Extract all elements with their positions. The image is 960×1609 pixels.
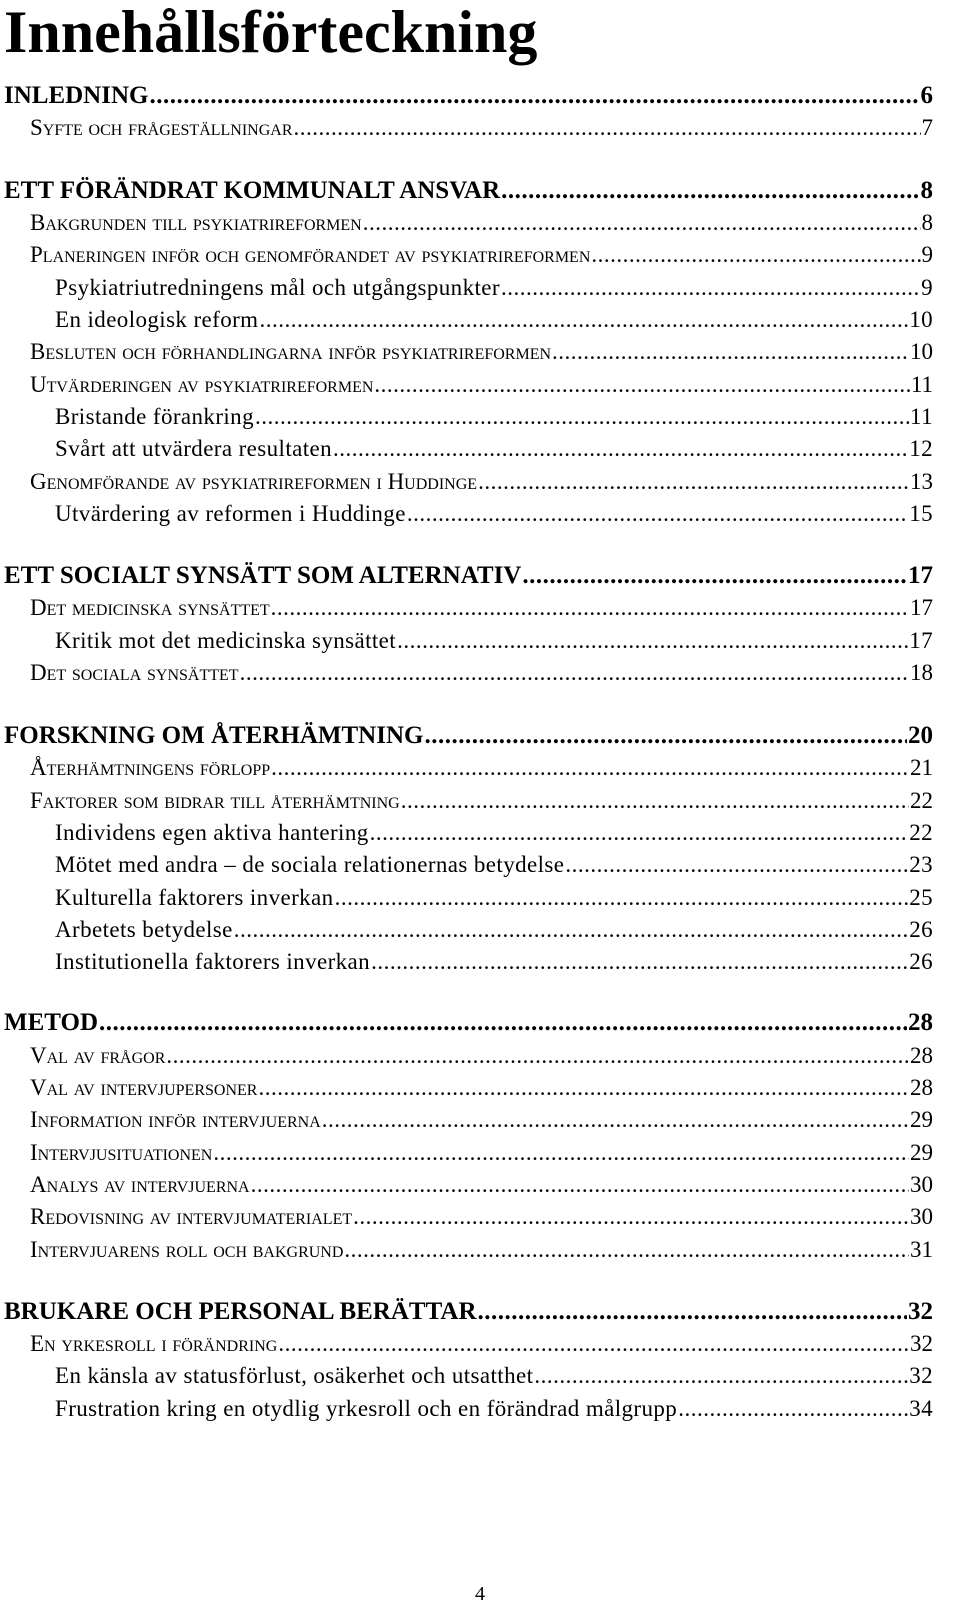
toc-entry-label: Det sociala synsättet <box>30 660 239 685</box>
toc-entry-label: Utvärderingen av psykiatrireformen <box>30 372 374 397</box>
toc-entry-section[interactable] <box>30 1228 933 1268</box>
dot-leader <box>240 659 909 687</box>
page-number: 4 <box>475 1583 485 1605</box>
toc-entry-page: 23 <box>909 852 933 877</box>
toc-entry-label: Bristande förankring <box>55 404 254 429</box>
dot-leader <box>552 338 909 366</box>
dot-leader <box>534 1362 908 1390</box>
toc-entry-page: 26 <box>909 949 933 974</box>
toc-entry-label: En yrkesroll i förändring <box>30 1331 278 1356</box>
toc-entry-label: Analys av intervjuerna <box>30 1172 250 1197</box>
toc-entry-page: 8 <box>920 177 933 204</box>
toc-entry-label: ETT SOCIALT SYNSÄTT SOM ALTERNATIV <box>4 562 522 589</box>
toc-entry-label: Institutionella faktorers inverkan <box>55 949 371 974</box>
dot-leader <box>294 114 921 142</box>
dot-leader <box>371 948 908 976</box>
toc-entry-page: 10 <box>910 339 933 364</box>
toc-entry-page: 21 <box>910 755 933 780</box>
toc-entry-page: 12 <box>909 436 933 461</box>
toc-entry-page: 9 <box>921 275 933 300</box>
toc-entry-page: 17 <box>908 562 933 589</box>
toc-entry-label: Arbetets betydelse <box>55 917 233 942</box>
dot-leader <box>565 851 908 879</box>
toc-entry-page: 20 <box>908 722 933 749</box>
dot-leader <box>344 1236 909 1264</box>
toc-entry-label: Psykiatriutredningens mål och utgångspunkter <box>55 275 500 300</box>
dot-leader <box>99 1009 907 1037</box>
toc-entry-page: 8 <box>921 210 933 235</box>
toc-entry-label: En känsla av statusförlust, osäkerhet och utsatthet <box>55 1363 534 1388</box>
toc-entry-page: 29 <box>910 1140 933 1165</box>
toc-entry-subsection[interactable] <box>55 1387 933 1427</box>
toc-entry-page: 10 <box>909 307 933 332</box>
toc-entry-page: 11 <box>910 372 933 397</box>
dot-leader <box>333 435 908 463</box>
toc-entry-label: Redovisning av intervjumaterialet <box>30 1204 353 1229</box>
toc-entry-page: 28 <box>908 1009 933 1036</box>
toc-entry-label: Information inför intervjuerna <box>30 1107 321 1132</box>
toc-entry-page: 29 <box>910 1107 933 1132</box>
toc-entry-label: Mötet med andra – de sociala relationernas betydelse <box>55 852 565 877</box>
toc-entry-label: BRUKARE OCH PERSONAL BERÄTTAR <box>4 1298 477 1325</box>
toc-entry-page: 25 <box>909 885 933 910</box>
toc-entry-page: 17 <box>910 595 933 620</box>
toc-entry-page: 28 <box>910 1043 933 1068</box>
toc-entry-label: Bakgrunden till psykiatrireformen <box>30 210 362 235</box>
toc-entry-label: Återhämtningens förlopp <box>30 755 271 780</box>
toc-entry-page: 30 <box>910 1172 933 1197</box>
toc-entry-page: 17 <box>909 628 933 653</box>
toc-entry-page: 34 <box>909 1396 933 1421</box>
toc-entry-page: 7 <box>921 115 933 140</box>
toc-entry-page: 6 <box>920 82 933 109</box>
toc-entry-label: En ideologisk reform <box>55 307 259 332</box>
page-title: Innehållsförteckning <box>4 0 538 65</box>
toc-entry-label: Individens egen aktiva hantering <box>55 820 369 845</box>
dot-leader <box>407 500 908 528</box>
toc-entry-page: 18 <box>910 660 933 685</box>
toc-entry-label: Frustration kring en otydlig yrkesroll och en förändrad målgrupp <box>55 1396 678 1421</box>
toc-entry-page: 22 <box>910 788 933 813</box>
toc-entry-label: METOD <box>4 1009 98 1036</box>
toc-entry-page: 26 <box>909 917 933 942</box>
toc-entry-label: Utvärdering av reformen i Huddinge <box>55 501 406 526</box>
toc-entry-label: Val av frågor <box>30 1043 166 1068</box>
toc-entry-label: ETT FÖRÄNDRAT KOMMUNALT ANSVAR <box>4 177 501 204</box>
toc-entry-label: Intervjuarens roll och bakgrund <box>30 1237 344 1262</box>
toc-entry-page: 32 <box>910 1331 933 1356</box>
dot-leader <box>353 1203 909 1231</box>
toc-entry-page: 32 <box>908 1298 933 1325</box>
toc-entry-page: 11 <box>910 404 933 429</box>
dot-leader <box>271 594 909 622</box>
toc-entry-subsection[interactable] <box>55 940 933 980</box>
toc-entry-label: FORSKNING OM ÅTERHÄMTNING <box>4 722 424 749</box>
toc-entry-label: INLEDNING <box>4 82 149 109</box>
toc-entry-label: Besluten och förhandlingarna inför psykiatrireformen <box>30 339 552 364</box>
dot-leader <box>322 1106 909 1134</box>
toc-entry-page: 15 <box>909 501 933 526</box>
toc-entry-label: Genomförande av psykiatrireformen i Huddinge <box>30 469 478 494</box>
toc-entry-section[interactable] <box>30 106 933 146</box>
toc-entry-page: 31 <box>910 1237 933 1262</box>
toc-entry-label: Val av intervjupersoner <box>30 1075 258 1100</box>
toc-entry-label: Intervjusituationen <box>30 1140 213 1165</box>
toc-entry-page: 28 <box>910 1075 933 1100</box>
dot-leader <box>678 1395 908 1423</box>
toc-entry-label: Det medicinska synsättet <box>30 595 270 620</box>
toc-entry-label: Faktorer som bidrar till återhämtning <box>30 788 400 813</box>
toc-entry-page: 13 <box>910 469 933 494</box>
toc-entry-label: Planeringen inför och genomförandet av psykiatrireformen <box>30 242 591 267</box>
toc-entry-label: Kulturella faktorers inverkan <box>55 885 334 910</box>
toc-entry-section[interactable] <box>30 651 933 691</box>
toc-entry-page: 32 <box>909 1363 933 1388</box>
toc-entry-subsection[interactable] <box>55 492 933 532</box>
toc-entry-label: Svårt att utvärdera resultaten <box>55 436 333 461</box>
toc-entry-label: Syfte och frågeställningar <box>30 115 293 140</box>
toc-entry-page: 30 <box>910 1204 933 1229</box>
toc-entry-label: Kritik mot det medicinska synsättet <box>55 628 397 653</box>
toc-entry-page: 9 <box>921 242 933 267</box>
dot-leader <box>271 754 909 782</box>
toc-entry-page: 22 <box>909 820 933 845</box>
dot-leader <box>591 241 920 269</box>
